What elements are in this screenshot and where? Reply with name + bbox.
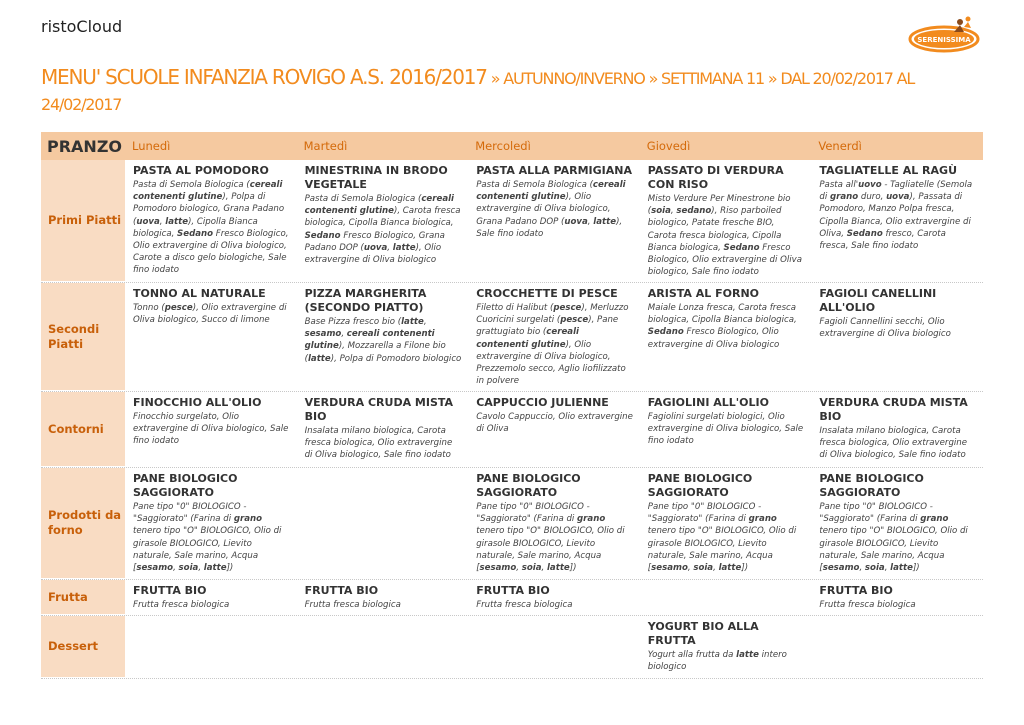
dish-name: VERDURA CRUDA MISTA BIO	[819, 396, 968, 423]
menu-cell	[297, 468, 469, 579]
dish-name: PANE BIOLOGICO SAGGIORATO	[133, 472, 238, 499]
menu-cell	[811, 283, 983, 391]
corner-label: PRANZO	[47, 136, 123, 156]
dish-ingredients: Cavolo Cappuccio, Olio extravergine di Oliva	[476, 412, 633, 435]
menu-cell	[125, 616, 297, 678]
menu-cell	[468, 580, 640, 615]
dish-name: FAGIOLINI ALL'OLIO	[647, 396, 769, 409]
dish-ingredients: Fagiolini surgelati biologici, Olio extravergine di Oliva biologico, Sale fino iodato	[647, 412, 804, 447]
menu-cell	[640, 160, 812, 282]
dish-ingredients: Frutta fresca biologica	[304, 600, 401, 610]
dish-ingredients: Frutta fresca biologica	[476, 600, 573, 610]
logo-text: SERENISSIMA	[917, 36, 971, 44]
menu-cell	[125, 468, 297, 579]
menu-cell	[811, 160, 983, 282]
dish-ingredients: Pane tipo "0" BIOLOGICO - "Saggiorato" (Farina di grano tenero tipo "O" BIOLOGICO, Olio di girasole BIOLOGICO, Lievito naturale, Sale marino, Acqua [sesamo, soia, latte])	[647, 502, 797, 574]
dish-name: PASSATO DI VERDURA CON RISO	[647, 164, 784, 191]
day-thursday: Giovedì	[646, 139, 691, 153]
dish-ingredients: Frutta fresca biologica	[819, 600, 916, 610]
table-row	[41, 468, 983, 580]
menu-cell	[811, 580, 983, 615]
title-main: MENU' SCUOLE INFANZIA ROVIGO A.S. 2016/2017	[41, 65, 487, 89]
dish-ingredients: Filetto di Halibut (pesce), Merluzzo Cuoricini surgelati (pesce), Pane grattugiato bio (cereali contenenti glutine), Olio extravergine di Oliva biologico, Prezzemolo secco, Aglio liofilizzato in polvere	[476, 303, 629, 387]
category-label: Prodotti da forno	[41, 468, 125, 579]
category-label: Secondi Piatti	[41, 283, 125, 391]
menu-cell	[297, 580, 469, 615]
dish-name: PANE BIOLOGICO SAGGIORATO	[819, 472, 924, 499]
table-body	[41, 160, 983, 679]
dish-name: TONNO AL NATURALE	[133, 287, 266, 300]
menu-table	[41, 132, 983, 679]
dish-name: FRUTTA BIO	[133, 584, 207, 597]
dish-name: PIZZA MARGHERITA (SECONDO PIATTO)	[304, 287, 427, 314]
menu-cell	[811, 468, 983, 579]
menu-cell	[125, 392, 297, 467]
dish-ingredients: Pane tipo "0" BIOLOGICO - "Saggiorato" (Farina di grano tenero tipo "O" BIOLOGICO, Olio di girasole BIOLOGICO, Lievito naturale, Sale marino, Acqua [sesamo, soia, latte])	[133, 502, 282, 574]
dish-name: FRUTTA BIO	[476, 584, 550, 597]
menu-cell	[811, 616, 983, 678]
serenissima-logo	[908, 14, 982, 54]
menu-cell	[640, 392, 812, 467]
title-sub: » AUTUNNO/INVERNO » SETTIMANA 11 » DAL 20/02/2017 AL 24/02/2017	[41, 69, 915, 114]
dish-ingredients: Finocchio surgelato, Olio extravergine di Oliva biologico, Sale fino iodato	[133, 412, 289, 447]
menu-cell	[640, 580, 812, 615]
menu-cell	[468, 283, 640, 391]
menu-cell	[468, 392, 640, 467]
table-row	[41, 580, 983, 616]
category-label: Frutta	[41, 580, 125, 615]
dish-ingredients: Pane tipo "0" BIOLOGICO - "Saggiorato" (Farina di grano tenero tipo "O" BIOLOGICO, Olio di girasole BIOLOGICO, Lievito naturale, Sale marino, Acqua [sesamo, soia, latte])	[476, 502, 625, 574]
menu-cell	[811, 392, 983, 467]
day-monday: Lunedì	[132, 139, 171, 153]
day-friday: Venerdì	[818, 139, 862, 153]
dish-ingredients: Maiale Lonza fresca, Carota fresca biologica, Cipolla Bianca biologica, Sedano Fresco Biologico, Olio extravergine di Oliva biologico	[647, 303, 797, 350]
dish-name: VERDURA CRUDA MISTA BIO	[304, 396, 454, 423]
menu-cell	[468, 160, 640, 282]
dish-ingredients: Yogurt alla frutta da latte intero biologico	[647, 650, 787, 673]
day-wednesday: Mercoledì	[475, 139, 531, 153]
dish-ingredients: Insalata milano biologica, Carota fresca biologica, Olio extravergine di Oliva biologico, Sale fino iodato	[819, 426, 968, 461]
category-label: Contorni	[41, 392, 125, 467]
category-label: Dessert	[41, 616, 125, 678]
dish-name: PANE BIOLOGICO SAGGIORATO	[476, 472, 581, 499]
dish-name: MINESTRINA IN BRODO VEGETALE	[304, 164, 448, 191]
dish-name: PASTA ALLA PARMIGIANA	[476, 164, 632, 177]
menu-cell	[297, 160, 469, 282]
menu-cell	[125, 580, 297, 615]
menu-cell	[640, 283, 812, 391]
category-label: Primi Piatti	[41, 160, 125, 282]
menu-cell	[125, 160, 297, 282]
table-header	[41, 132, 983, 160]
dish-ingredients: Pasta di Semola Biologica (cereali contenenti glutine), Polpa di Pomodoro biologico, Grana Padano (uova, latte), Cipolla Bianca biologica, Sedano Fresco Biologico, Olio extravergine di Oliva biologico, Carote a disco gelo biologiche, Sale fino iodato	[133, 180, 289, 276]
dish-name: CAPPUCCIO JULIENNE	[476, 396, 609, 409]
menu-cell	[468, 616, 640, 678]
menu-cell	[297, 616, 469, 678]
dish-name: CROCCHETTE DI PESCE	[476, 287, 618, 300]
menu-cell	[640, 468, 812, 579]
brand-name: ristoCloud	[41, 17, 123, 36]
dish-ingredients: Base Pizza fresco bio (latte, sesamo, cereali contenenti glutine), Mozzarella a Filone bio (latte), Polpa di Pomodoro biologico	[304, 317, 462, 364]
dish-name: TAGLIATELLE AL RAGÙ	[819, 164, 958, 177]
dish-ingredients: Insalata milano biologica, Carota fresca biologica, Olio extravergine di Oliva biologico, Sale fino iodato	[304, 426, 453, 461]
dish-name: FAGIOLI CANELLINI ALL'OLIO	[819, 287, 937, 314]
table-row	[41, 616, 983, 679]
dish-name: PANE BIOLOGICO SAGGIORATO	[647, 472, 753, 499]
menu-cell	[640, 616, 812, 678]
dish-ingredients: Tonno (pesce), Olio extravergine di Oliva biologico, Succo di limone	[133, 303, 287, 326]
menu-cell	[297, 392, 469, 467]
dish-ingredients: Pane tipo "0" BIOLOGICO - "Saggiorato" (Farina di grano tenero tipo "O" BIOLOGICO, Olio di girasole BIOLOGICO, Lievito naturale, Sale marino, Acqua [sesamo, soia, latte])	[819, 502, 968, 574]
dish-name: ARISTA AL FORNO	[647, 287, 760, 300]
table-row	[41, 283, 983, 392]
table-row	[41, 392, 983, 468]
page-title	[41, 64, 986, 118]
table-row	[41, 160, 983, 283]
menu-cell	[125, 283, 297, 391]
dish-ingredients: Frutta fresca biologica	[133, 600, 230, 610]
dish-ingredients: Misto Verdure Per Minestrone bio (soia, sedano), Riso parboiled biologico, Patate fresche BIO, Carota fresca biologica, Cipolla Bianca biologica, Sedano Fresco Biologico, Olio extravergine di Oliva biologico, Sale fino iodato	[647, 194, 803, 278]
dish-name: PASTA AL POMODORO	[133, 164, 269, 177]
dish-ingredients: Pasta di Semola Biologica (cereali contenenti glutine), Carota fresca biologica, Cipolla Bianca biologica, Sedano Fresco Biologico, Grana Padano DOP (uova, latte), Olio extravergine di Oliva biologico	[304, 194, 461, 266]
dish-name: FINOCCHIO ALL'OLIO	[133, 396, 262, 409]
menu-cell	[297, 283, 469, 391]
dish-name: FRUTTA BIO	[819, 584, 893, 597]
dish-name: FRUTTA BIO	[304, 584, 379, 597]
menu-cell	[468, 468, 640, 579]
dish-ingredients: Fagioli Cannellini secchi, Olio extravergine di Oliva biologico	[819, 317, 951, 340]
day-tuesday: Martedì	[303, 139, 348, 153]
dish-ingredients: Pasta all'uovo - Tagliatelle (Semola di grano duro, uova), Passata di Pomodoro, Manzo Polpa fresca, Cipolla Bianca, Olio extravergine di Oliva, Sedano fresco, Carota fresca, Sale fino iodato	[819, 180, 973, 252]
dish-name: YOGURT BIO ALLA FRUTTA	[647, 620, 759, 647]
dish-ingredients: Pasta di Semola Biologica (cereali contenenti glutine), Olio extravergine di Oliva biologico, Grana Padano DOP (uova, latte), Sale fino iodato	[476, 180, 626, 239]
